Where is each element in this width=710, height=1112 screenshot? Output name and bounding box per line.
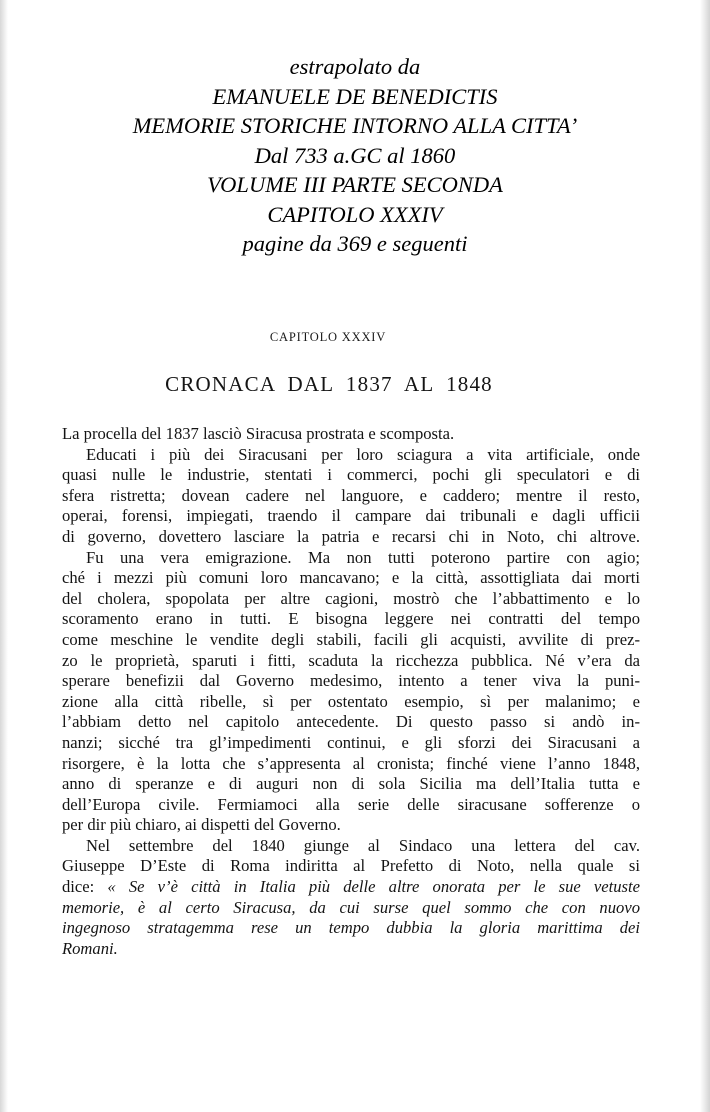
body-line: risorgere, è la lotta che s’appresenta al cronista; finché viene l’anno 1848, bbox=[62, 753, 640, 773]
body-line: zione alla città ribelle, sì per ostentato esempio, sì per malanimo; e bbox=[62, 691, 640, 711]
body-line: sfera ristretta; dovean cadere nel languore, e caddero; mentre il resto, bbox=[62, 485, 640, 505]
header-chapter: CAPITOLO XXXIV bbox=[267, 201, 443, 227]
body-line: operai, forensi, impiegati, traendo il campare dai tribunali e dagli ufficii bbox=[62, 506, 640, 526]
body-line: Educati i più dei Siracusani per loro sciagura a vita artificiale, onde bbox=[86, 444, 640, 464]
body-line: La procella del 1837 lasciò Siracusa prostrata e scomposta. bbox=[62, 424, 455, 443]
body-line: per dir più chiaro, ai dispetti del Governo. bbox=[62, 815, 341, 835]
body-line: sperare benefizii dal Governo medesimo, intento a tener viva la puni- bbox=[62, 671, 640, 691]
body-line-quote bbox=[62, 877, 640, 898]
body-line-quote: ingegnoso stratagemma rese un tempo dubbia la gloria marittima dei bbox=[62, 918, 640, 938]
body-line: dell’Europa civile. Fermiamoci alla serie delle siracusane sofferenze o bbox=[62, 794, 640, 814]
body-line: scoramento erano in tutti. E bisogna leggere nei contratti del tempo bbox=[62, 609, 640, 629]
body-line: zo le proprietà, sparuti i fitti, scaduta la ricchezza pubblica. Né v’era da bbox=[62, 650, 640, 670]
body-line: di governo, dovettero lasciare la patria e recarsi chi in Noto, chi altrove. bbox=[62, 526, 640, 546]
body-line: Giuseppe D’Este di Roma indiritta al Prefetto di Noto, nella quale si bbox=[62, 856, 640, 876]
header-book-title: MEMORIE STORICHE INTORNO ALLA CITTA’ bbox=[132, 113, 578, 138]
body-line: Fu una vera emigrazione. Ma non tutti poterono partire con agio; bbox=[86, 547, 640, 567]
body-line: ché i mezzi più comuni loro mancavano; e la città, assottigliata dai morti bbox=[62, 568, 640, 588]
header-line: estrapolato da bbox=[289, 54, 421, 79]
header-date-range: Dal 733 a.GC al 1860 bbox=[254, 142, 456, 168]
header-volume: VOLUME III PARTE SECONDA bbox=[207, 172, 503, 197]
body-line: l’abbiam detto nel capitolo antecedente. Di questo passo si andò in- bbox=[62, 712, 640, 732]
body-line: come meschine le vendite degli stabili, facili gli acquisti, avvilite di prez- bbox=[62, 629, 640, 649]
body-line: Nel settembre del 1840 giunge al Sindaco una lettera del cav. bbox=[86, 835, 640, 855]
chapter-body bbox=[62, 424, 640, 959]
source-header bbox=[0, 52, 710, 259]
body-line: nanzi; sicché tra gl’impedimenti continui, e gli sforzi dei Siracusani a bbox=[62, 732, 640, 752]
body-line: quasi nulle le industrie, stentati i commerci, pochi gli speculatori e di bbox=[62, 465, 640, 485]
header-author: EMANUELE DE BENEDICTIS bbox=[212, 83, 498, 109]
chapter-title: CRONACA DAL 1837 AL 1848 bbox=[165, 372, 493, 396]
quote-intro: dice: bbox=[62, 877, 95, 897]
body-line: anno di speranze e di auguri non di sola Sicilia ma dell’Italia tutta e bbox=[62, 774, 640, 794]
body-line-quote: Romani. bbox=[62, 938, 118, 958]
body-line: del cholera, spopolata per altre cagioni, mostrò che l’abbattimento e lo bbox=[62, 588, 640, 608]
quote-text: « Se v’è città in Italia più delle altre onorata per le sue vetuste bbox=[107, 877, 640, 897]
body-line-quote: memorie, è al certo Siracusa, da cui surse quel sommo che con nuovo bbox=[62, 897, 640, 917]
chapter-label: CAPITOLO XXXIV bbox=[269, 330, 387, 344]
header-pages: pagine da 369 e seguenti bbox=[242, 231, 468, 256]
